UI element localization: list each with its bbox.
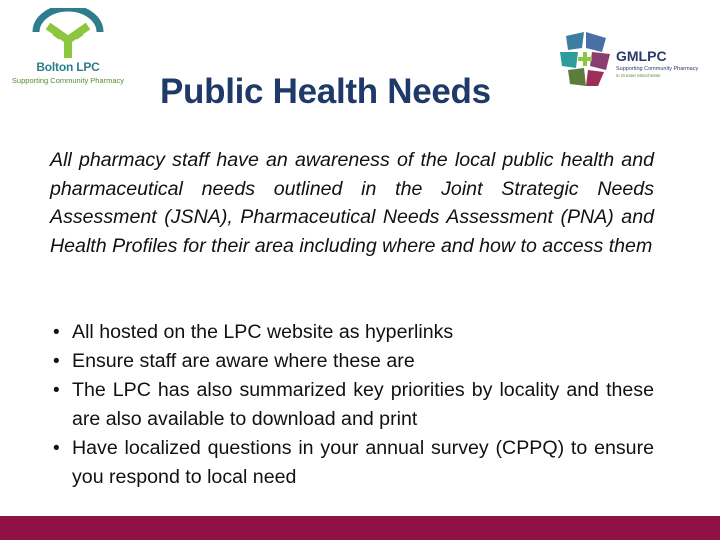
list-item xyxy=(50,434,654,492)
bullet-icon: • xyxy=(53,322,60,343)
list-item-text: All hosted on the LPC website as hyperlinks xyxy=(72,321,454,343)
bullet-icon: • xyxy=(53,380,60,401)
bolton-lpc-tagline: Supporting Community Pharmacy xyxy=(11,76,125,85)
footer-bar xyxy=(0,516,720,540)
list-item xyxy=(50,347,654,376)
list-item-text: Have localized questions in your annual survey (CPPQ) to ensure you respond to local need xyxy=(72,437,654,488)
gmlpc-brand-text: GMLPC xyxy=(616,48,667,64)
list-item-text: The LPC has also summarized key priorities by locality and these are also available to download and print xyxy=(72,379,654,430)
bullet-icon: • xyxy=(53,351,60,372)
list-item xyxy=(50,318,654,347)
gmlpc-emblem-icon xyxy=(556,28,614,90)
bolton-lpc-brand-text: Bolton LPC xyxy=(36,60,100,74)
bolton-lpc-logo xyxy=(8,8,128,92)
gmlpc-tagline-2: in Greater Manchester xyxy=(616,73,661,78)
gmlpc-logo xyxy=(556,28,706,90)
list-item xyxy=(50,376,654,434)
bolton-lpc-emblem-icon xyxy=(30,8,106,60)
list-item-text: Ensure staff are aware where these are xyxy=(72,350,415,372)
page-title: Public Health Needs xyxy=(160,72,491,111)
intro-paragraph: All pharmacy staff have an awareness of the local public health and pharmaceutical needs outlined in the Joint Strategic Needs Assessment (JSNA), Pharmaceutical Needs Assessment (PNA) and Health Profiles for their area including where and how to access them xyxy=(50,149,654,257)
gmlpc-tagline: Supporting Community Pharmacy xyxy=(616,66,699,72)
bullet-icon: • xyxy=(53,438,60,459)
bullet-list xyxy=(50,318,654,492)
